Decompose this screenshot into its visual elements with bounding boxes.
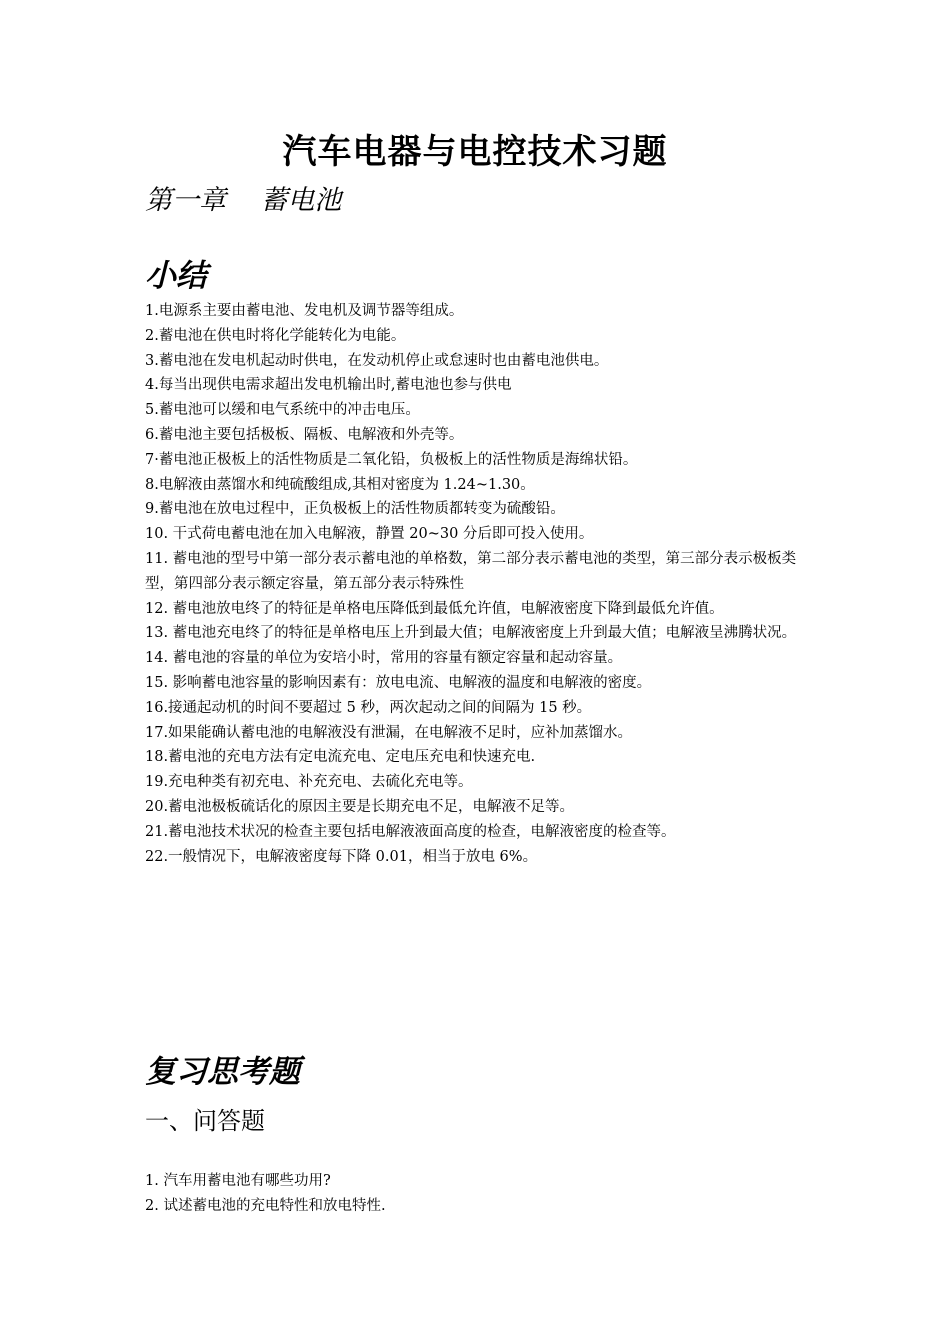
list-item: 18.蓄电池的充电方法有定电流充电、定电压充电和快速充电.: [145, 749, 536, 766]
list-item: 2.蓄电池在供电时将化学能转化为电能。: [145, 327, 406, 344]
list-item: 16.接通起动机的时间不要超过 5 秒，两次起动之间的间隔为 15 秒。: [145, 699, 592, 716]
list-item: 22.一般情况下，电解液密度每下降 0.01，相当于放电 6%。: [145, 848, 538, 865]
summary-heading: 小结: [145, 258, 207, 294]
list-item: 1.电源系主要由蓄电池、发电机及调节器等组成。: [145, 303, 464, 319]
list-item: 3.蓄电池在发电机起动时供电，在发动机停止或怠速时也由蓄电池供电。: [145, 352, 609, 369]
summary-list: [145, 299, 813, 869]
question-item: 1. 汽车用蓄电池有哪些功用?: [145, 1173, 331, 1189]
list-item: 10. 干式荷电蓄电池在加入电解液，静置 20~30 分后即可投入使用。: [145, 526, 594, 543]
chapter-heading: 第一章 蓄电池: [145, 185, 342, 216]
list-item: 21.蓄电池技术状况的检查主要包括电解液液面高度的检查，电解液密度的检查等。: [145, 823, 676, 840]
list-item: 8.电解液由蒸馏水和纯硫酸组成,其相对密度为 1.24~1.30。: [145, 476, 535, 493]
list-item: 13. 蓄电池充电终了的特征是单格电压上升到最大值；电解液密度上升到最大值；电解液呈沸腾状况。: [145, 625, 797, 642]
qa-heading: 一、问答题: [145, 1107, 265, 1135]
list-item: 4.每当出现供电需求超出发电机输出时,蓄电池也参与供电: [145, 377, 512, 394]
list-item: 6.蓄电池主要包括极板、隔板、电解液和外壳等。: [145, 426, 464, 443]
question-list: [145, 1169, 813, 1219]
review-heading: 复习思考题: [145, 1054, 300, 1090]
list-item: 15. 影响蓄电池容量的影响因素有：放电电流、电解液的温度和电解液的密度。: [145, 674, 652, 691]
list-item: 17.如果能确认蓄电池的电解液没有泄漏，在电解液不足时，应补加蒸馏水。: [145, 724, 633, 741]
list-item: 11. 蓄电池的型号中第一部分表示蓄电池的单格数，第二部分表示蓄电池的类型，第三部分表示极板类型，第四部分表示额定容量，第五部分表示特殊性: [145, 550, 797, 592]
list-item: 19.充电种类有初充电、补充充电、去硫化充电等。: [145, 774, 473, 791]
document-title: 汽车电器与电控技术习题: [282, 132, 668, 172]
list-item: 5.蓄电池可以缓和电气系统中的冲击电压。: [145, 402, 420, 419]
list-item: 7·蓄电池正极板上的活性物质是二氧化铅，负极板上的活性物质是海绵状铅。: [145, 451, 638, 468]
list-item: 12. 蓄电池放电终了的特征是单格电压降低到最低允许值，电解液密度下降到最低允许值。: [145, 600, 724, 617]
list-item: 20.蓄电池极板硫话化的原因主要是长期充电不足，电解液不足等。: [145, 798, 575, 815]
list-item: 9.蓄电池在放电过程中，正负极板上的活性物质都转变为硫酸铅。: [145, 501, 565, 518]
list-item: 14. 蓄电池的容量的单位为安培小时，常用的容量有额定容量和起动容量。: [145, 650, 623, 667]
question-item: 2. 试述蓄电池的充电特性和放电特性.: [145, 1198, 386, 1214]
